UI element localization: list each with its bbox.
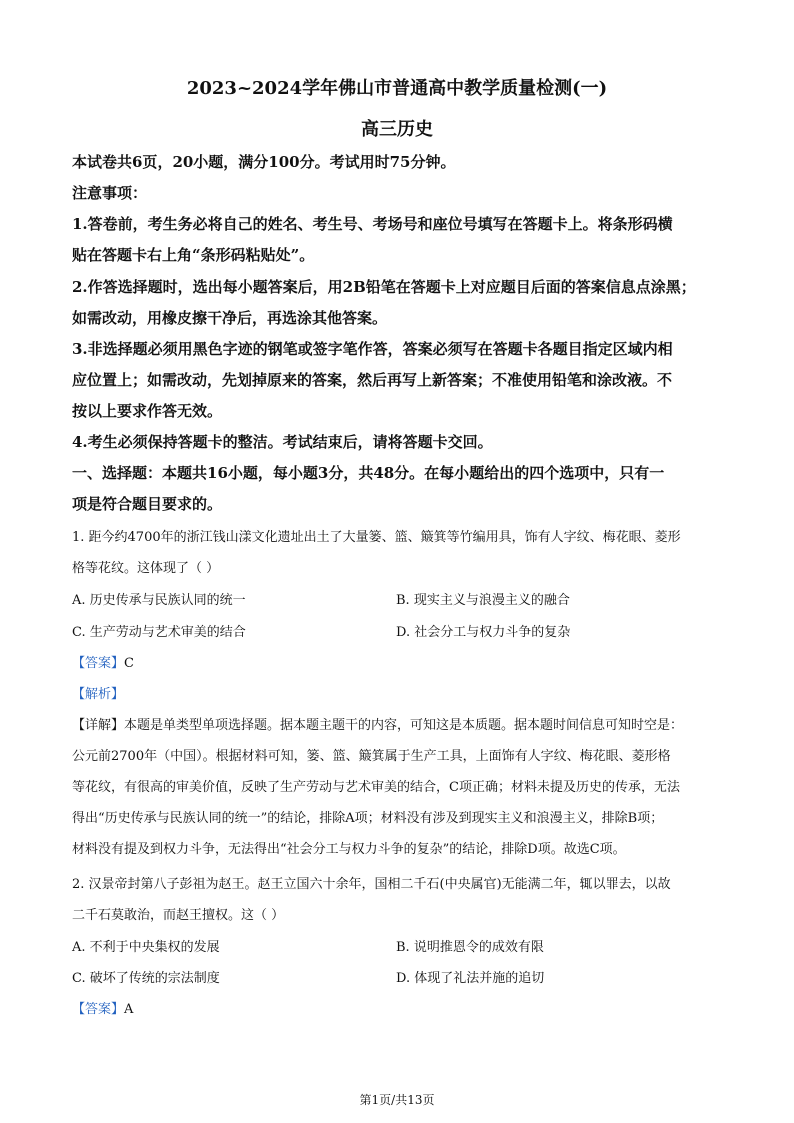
section-heading: 一、选择题：本题共16小题，每小题3分，共48分。在每小题给出的四个选项中，只有一 — [72, 464, 665, 482]
question-2-stem: 二千石莫敢治，而赵王擅权。这（ ） — [72, 908, 285, 923]
section-heading: 项是符合题目要求的。 — [72, 495, 223, 513]
answer-value: A — [124, 1002, 134, 1017]
analysis-tag: 【解析】 — [72, 687, 125, 702]
q2-option-d: D. 体现了礼法并施的追切 — [396, 971, 545, 986]
exam-subtitle: 高三历史 — [361, 119, 433, 140]
q2-option-b: B. 说明推恩令的成效有限 — [396, 940, 544, 955]
q1-analysis-tag — [72, 683, 124, 702]
q2-option-c: C. 破坏了传统的宗法制度 — [72, 971, 220, 986]
notice-line: 应位置上；如需改动，先划掉原来的答案，然后再写上新答案；不准使用铅笔和涂改液。不 — [72, 371, 673, 389]
answer-tag: 【答案】 — [72, 656, 125, 671]
detail-text: 本题是单类型单项选择题。据本题主题干的内容，可知这是本质题。据本题时间信息可知时空是： — [124, 718, 684, 733]
question-2-stem: 2. 汉景帝封第八子彭祖为赵王。赵王立国六十余年，国相二千石(中央属官)无能满二年，辄以罪去，以故 — [72, 877, 671, 892]
page-number: 第1页/共13页 — [359, 1093, 435, 1107]
q1-option-a: A. 历史传承与民族认同的统一 — [72, 593, 246, 608]
notice-line: 3.非选择题必须用黑色字迹的钢笔或签字笔作答，答案必须写在答题卡各题目指定区域内相 — [72, 340, 673, 358]
q1-detail-line: 得出“历史传承与民族认同的统一”的结论，排除A项；材料没有涉及到现实主义和浪漫主义，排除B项； — [72, 811, 664, 826]
q1-detail-line — [72, 714, 683, 733]
q1-option-d: D. 社会分工与权力斗争的复杂 — [396, 625, 571, 640]
notice-heading: 注意事项： — [72, 184, 148, 202]
notice-line: 2.作答选择题时，选出每小题答案后，用2B铅笔在答题卡上对应题目后面的答案信息点涂黑； — [72, 278, 696, 296]
answer-tag: 【答案】 — [72, 1002, 125, 1017]
notice-line: 如需改动，用橡皮擦干净后，再选涂其他答案。 — [72, 309, 388, 327]
notice-line: 贴在答题卡右上角“条形码粘贴处”。 — [72, 246, 315, 264]
question-1-stem: 1. 距今约4700年的浙江钱山漾文化遗址出土了大量篓、篮、簸箕等竹编用具，饰有人字纹、梅花眼、菱形 — [72, 530, 681, 545]
q1-option-c: C. 生产劳动与艺术审美的结合 — [72, 625, 246, 640]
detail-tag: 【详解】 — [72, 718, 125, 733]
notice-line: 4.考生必须保持答题卡的整洁。考试结束后，请将答题卡交回。 — [72, 433, 493, 451]
q1-detail-line: 公元前2700年（中国）。根据材料可知，篓、篮、簸箕属于生产工具，上面饰有人字纹、梅花眼、菱形格 — [72, 749, 671, 764]
q1-option-b: B. 现实主义与浪漫主义的融合 — [396, 593, 570, 608]
q1-answer — [72, 652, 134, 671]
notice-line: 按以上要求作答无效。 — [72, 402, 223, 420]
question-1-stem: 格等花纹。这体现了（ ） — [72, 561, 220, 576]
q1-detail-line: 材料没有提及到权力斗争，无法得出“社会分工与权力斗争的复杂”的结论，排除D项。故选C项。 — [72, 842, 626, 857]
exam-title: 2023~2024学年佛山市普通高中教学质量检测(一) — [186, 78, 608, 99]
answer-value: C — [124, 656, 134, 671]
q2-answer — [72, 998, 133, 1017]
notice-line: 1.答卷前，考生务必将自己的姓名、考生号、考场号和座位号填写在答题卡上。将条形码横 — [72, 215, 673, 233]
q1-detail-line: 等花纹，有很高的审美价值，反映了生产劳动与艺术审美的结合，C项正确；材料未提及历史的传承，无法 — [72, 780, 680, 795]
q2-option-a: A. 不利于中央集权的发展 — [72, 940, 220, 955]
exam-summary: 本试卷共6页，20小题，满分100分。考试用时75分钟。 — [72, 153, 456, 171]
